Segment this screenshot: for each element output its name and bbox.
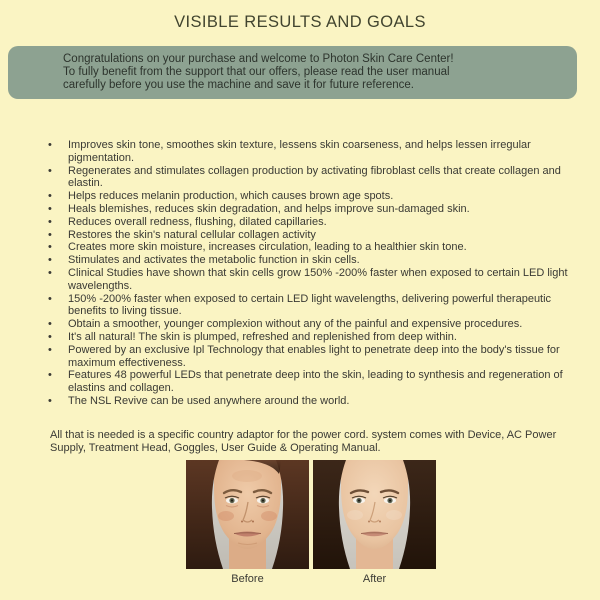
benefit-item: • Features 48 powerful LEDs that penetrate deep into the skin, leading to synthesis and regeneration of elastins and collagen. <box>48 369 575 395</box>
welcome-line: Congratulations on your purchase and welcome to Photon Skin Care Center! <box>63 53 454 65</box>
welcome-line: carefully before you use the machine and save it for future reference. <box>63 79 414 91</box>
welcome-line: To fully benefit from the support that our offers, please read the user manual <box>63 66 450 78</box>
benefit-item: • 150% -200% faster when exposed to certain LED light wavelengths, delivering powerful therapeutic benefits to living tissue. <box>48 293 575 319</box>
benefit-item: • The NSL Revive can be used anywhere around the world. <box>48 395 575 408</box>
page-title: VISIBLE RESULTS AND GOALS <box>174 13 426 31</box>
welcome-box <box>8 46 577 99</box>
comparison-labels <box>11 573 600 585</box>
before-photo <box>186 460 309 569</box>
benefit-item: • Stimulates and activates the metabolic function in skin cells. <box>48 254 575 267</box>
benefit-item: • It's all natural! The skin is plumped, refreshed and replenished from deep within. <box>48 331 575 344</box>
before-after-comparison <box>11 460 600 569</box>
benefit-item: • Regenerates and stimulates collagen production by activating fibroblast cells that create collagen and elastin. <box>48 165 575 191</box>
benefit-item: • Obtain a smoother, younger complexion without any of the painful and expensive procedures. <box>48 318 575 331</box>
benefit-item: • Restores the skin's natural cellular collagen activity <box>48 229 575 242</box>
package-note: All that is needed is a specific country adaptor for the power cord. system comes with Device, AC Power Supply, Treatment Head, Goggles, User Guide & Operating Manual. <box>50 428 557 454</box>
benefit-item: • Helps reduces melanin production, which causes brown age spots. <box>48 190 575 203</box>
benefits-list <box>48 139 575 408</box>
after-label: After <box>362 572 387 585</box>
benefit-item: • Powered by an exclusive Ipl Technology that enables light to penetrate deep into the body's tissue for maximum effectiveness. <box>48 344 575 370</box>
benefit-item: • Reduces overall redness, flushing, dilated capillaries. <box>48 216 575 229</box>
benefit-item: • Creates more skin moisture, increases circulation, leading to a healthier skin tone. <box>48 241 575 254</box>
benefit-item: • Improves skin tone, smoothes skin texture, lessens skin coarseness, and helps lessen irregular pigmentation. <box>48 139 575 165</box>
before-label: Before <box>231 572 264 585</box>
benefit-item: • Heals blemishes, reduces skin degradation, and helps improve sun-damaged skin. <box>48 203 575 216</box>
benefit-item: • Clinical Studies have shown that skin cells grow 150% -200% faster when exposed to certain LED light wavelengths. <box>48 267 575 293</box>
after-photo <box>313 460 436 569</box>
